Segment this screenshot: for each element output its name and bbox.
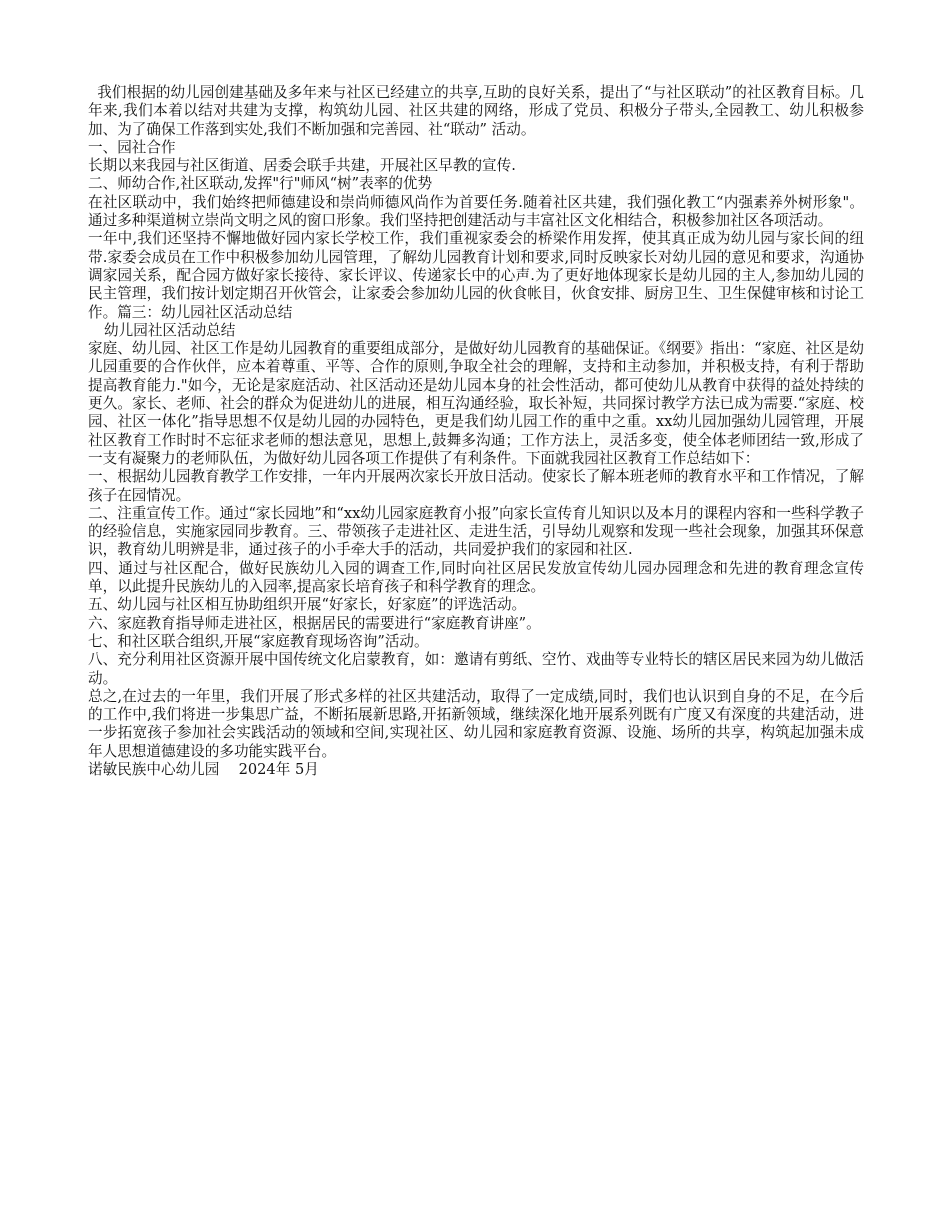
document-body — [88, 84, 864, 779]
list-item: 五、幼儿园与社区相互协助组织开展“好家长，好家庭”的评选活动。 — [88, 596, 527, 614]
conclusion-paragraph: 总之,在过去的一年里，我们开展了形式多样的社区共建活动，取得了一定成绩,同时，我们也认识到自身的不足，在今后的工作中,我们将进一步集思广益，不断拓展新思路,开拓新领域，继续深化地开展系列既有广度又有深度的共建活动，进一步拓宽孩子参加社会实践活动的领域和空间,实现社区、幼儿园和家庭教育资源、设施、场所的共享，构筑起加强未成年人思想道德建设的多功能实践平台。 — [88, 687, 864, 760]
list-item: 四、通过与社区配合，做好民族幼儿入园的调查工作,同时向社区居民发放宣传幼儿园办园理念和先进的教育理念宣传单，以此提升民族幼儿的入园率,提高家长培育孩子和科学教育的理念。 — [88, 559, 864, 596]
section-heading-1: 一、园社合作 — [88, 138, 176, 156]
subtitle: 幼儿园社区活动总结 — [104, 321, 236, 339]
paragraph: 在社区联动中，我们始终把师德建设和崇尚师德风尚作为首要任务.随着社区共建，我们强化教工“内强素养外树形象"。通过多种渠道树立崇尚文明之风的窗口形象。我们坚持把创建活动与丰富社区文化相结合，积极参加社区各项活动。 — [88, 193, 864, 230]
section-heading-2: 二、师幼合作,社区联动,发挥"行"师风“树”表率的优势 — [88, 175, 433, 193]
list-item: 六、家庭教育指导师走进社区，根据居民的需要进行“家庭教育讲座”。 — [88, 614, 541, 632]
signature-line: 诺敏民族中心幼儿园 2024年 5月 — [88, 760, 319, 778]
paragraph: 一年中,我们还坚持不懈地做好园内家长学校工作，我们重视家委会的桥梁作用发挥，使其真正成为幼儿园与家长间的纽带.家委会成员在工作中积极参加幼儿园管理，了解幼儿园教育计划和要求,同时反映家长对幼儿园的意见和要求，沟通协调家园关系，配合园方做好家长接待、家长评议、传递家长中的心声.为了更好地体现家长是幼儿园的主人,参加幼儿园的民主管理，我们按计划定期召开伙管会，让家委会参加幼儿园的伙食帐目，伙食安排、厨房卫生、卫生保健审核和讨论工作。篇三：幼儿园社区活动总结 — [88, 230, 864, 321]
list-item: 七、和社区联合组织,开展“家庭教育现场咨询”活动。 — [88, 632, 429, 650]
list-item: 一、根据幼儿园教育教学工作安排，一年内开展两次家长开放日活动。使家长了解本班老师的教育水平和工作情况，了解孩子在园情况。 — [88, 468, 864, 504]
intro-paragraph: 我们根据的幼儿园创建基础及多年来与社区已经建立的共享,互助的良好关系，提出了“与社区联动”的社区教育目标。几年来,我们本着以结对共建为支撑，构筑幼儿园、社区共建的网络，形成了党员、积极分子带头,全园教工、幼儿积极参加、为了确保工作落到实处,我们不断加强和完善园、社“联动” 活动。 — [88, 84, 864, 138]
list-item: 二、注重宣传工作。通过“家长园地”和“xx幼儿园家庭教育小报”向家长宣传育儿知识以及本月的课程内容和一些科学教子的经验信息，实施家园同步教育。三、带领孩子走进社区、走进生活，引导幼儿观察和发现一些社会现象，加强其环保意识，教育幼儿明辨是非，通过孩子的小手牵大手的活动，共同爱护我们的家园和社区. — [88, 504, 864, 559]
paragraph: 长期以来我园与社区街道、居委会联手共建，开展社区早教的宣传. — [88, 157, 516, 175]
paragraph: 家庭、幼儿园、社区工作是幼儿园教育的重要组成部分，是做好幼儿园教育的基础保证。《纲要》指出：“家庭、社区是幼儿园重要的合作伙伴，应本着尊重、平等、合作的原则,争取全社会的理解，支持和主动参加，并积极支持，有利于帮助提高教育能力."如今，无论是家庭活动、社区活动还是幼儿园本身的社会性活动，都可使幼儿从教育中获得的益处持续的更久。家长、老师、社会的群众为促进幼儿的进展，相互沟通经验，取长补短，共同探讨教学方法已成为需要.“家庭、校园、社区一体化”指导思想不仅是幼儿园的办园特色，更是我们幼儿园工作的重中之重。xx幼儿园加强幼儿园管理，开展社区教育工作时时不忘征求老师的想法意见，思想上,鼓舞多沟通；工作方法上，灵活多变，使全体老师团结一致,形成了一支有凝聚力的老师队伍，为做好幼儿园各项工作提供了有利条件。下面就我园社区教育工作总结如下： — [88, 340, 864, 467]
list-item: 八、充分利用社区资源开展中国传统文化启蒙教育，如：邀请有剪纸、空竹、戏曲等专业特长的辖区居民来园为幼儿做活动。 — [88, 651, 864, 687]
